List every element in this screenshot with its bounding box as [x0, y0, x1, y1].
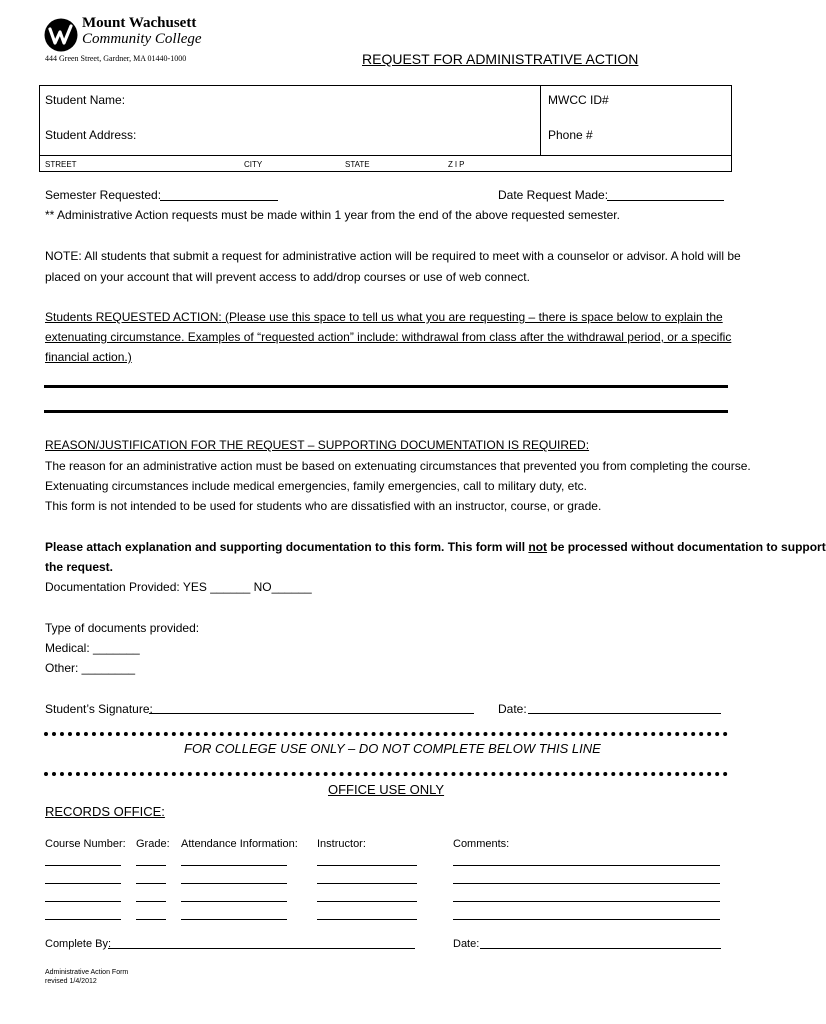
column-course-number: Course Number: — [45, 838, 126, 850]
complete-by-field[interactable] — [108, 948, 415, 949]
form-title: REQUEST FOR ADMINISTRATIVE ACTION — [362, 51, 639, 67]
grade-field[interactable] — [136, 865, 166, 866]
info-box-separator — [39, 155, 732, 156]
footer-form-name: Administrative Action Form — [45, 969, 129, 976]
college-use-banner: FOR COLLEGE USE ONLY – DO NOT COMPLETE BELOW THIS LINE — [184, 741, 601, 756]
attendance-field[interactable] — [181, 919, 287, 920]
attach-not-emphasis: not — [528, 540, 548, 554]
student-info-box — [39, 85, 732, 172]
requested-action-line-3: financial action.) — [45, 350, 132, 364]
college-use-divider-bottom — [44, 772, 728, 776]
college-use-divider-top — [44, 732, 728, 736]
semester-deadline-note: ** Administrative Action requests must be made within 1 year from the end of the above requested semester. — [45, 208, 620, 222]
column-attendance: Attendance Information: — [181, 838, 298, 850]
records-office-heading: RECORDS OFFICE: — [45, 804, 165, 819]
date-request-made-label: Date Request Made: — [498, 188, 609, 202]
semester-requested-field[interactable] — [160, 200, 278, 201]
college-logo-mark — [44, 18, 78, 52]
mwcc-id-label: MWCC ID# — [548, 93, 609, 107]
grade-field[interactable] — [136, 919, 166, 920]
college-name-subtitle: Community College — [82, 31, 202, 47]
column-comments: Comments: — [453, 838, 510, 850]
comments-field[interactable] — [453, 901, 720, 902]
instructor-field[interactable] — [317, 865, 417, 866]
requested-action-input-line-1[interactable] — [44, 385, 728, 388]
course-number-field[interactable] — [45, 901, 121, 902]
reason-line-3: This form is not intended to be used for students who are dissatisfied with an instructor, course, or grade. — [45, 499, 602, 513]
course-number-field[interactable] — [45, 919, 121, 920]
course-number-field[interactable] — [45, 883, 121, 884]
reason-line-1: The reason for an administrative action must be based on extenuating circumstances that prevented you from completing the course. — [45, 459, 751, 473]
attach-documentation-line-2: the request. — [45, 560, 114, 574]
attach-documentation-line-1 — [45, 540, 826, 554]
comments-field[interactable] — [453, 919, 720, 920]
attach-documentation-text: Please attach explanation and supporting documentation to this form. This form will — [45, 540, 529, 554]
zip-label: ZIP — [448, 160, 467, 169]
complete-date-label: Date: — [453, 938, 480, 950]
student-address-label: Student Address: — [45, 128, 137, 142]
instructor-field[interactable] — [317, 883, 417, 884]
info-box-divider — [540, 85, 541, 155]
attendance-field[interactable] — [181, 901, 287, 902]
column-instructor: Instructor: — [317, 838, 366, 850]
comments-field[interactable] — [453, 883, 720, 884]
reason-line-2: Extenuating circumstances include medical emergencies, family emergencies, call to military duty, etc. — [45, 479, 588, 493]
footer-revised: revised 1/4/2012 — [45, 978, 97, 985]
requested-action-line-2: extenuating circumstance. Examples of “requested action” include: withdrawal from class after the withdrawal period, or a specific — [45, 330, 732, 344]
instructor-field[interactable] — [317, 901, 417, 902]
street-label: STREET — [45, 160, 77, 169]
grade-field[interactable] — [136, 883, 166, 884]
office-use-heading: OFFICE USE ONLY — [328, 782, 445, 797]
note-line-1: NOTE: All students that submit a request for administrative action will be required to meet with a counselor or advisor. A hold will be — [45, 249, 741, 263]
complete-date-field[interactable] — [480, 948, 721, 949]
student-signature-field[interactable] — [149, 713, 474, 714]
comments-field[interactable] — [453, 865, 720, 866]
medical-field[interactable]: Medical: _______ — [45, 641, 140, 655]
college-name: Mount Wachusett — [82, 15, 197, 31]
date-request-made-field[interactable] — [607, 200, 724, 201]
student-signature-label: Student’s Signature: — [45, 702, 153, 716]
requested-action-instructions: (Please use this space to tell us what you are requesting – there is space below to explain the — [221, 310, 723, 324]
grade-field[interactable] — [136, 901, 166, 902]
city-label: CITY — [244, 160, 263, 169]
attendance-field[interactable] — [181, 865, 287, 866]
college-address: 444 Green Street, Gardner, MA 01440-1000 — [45, 54, 187, 63]
requested-action-heading: Students REQUESTED ACTION: — [45, 310, 222, 324]
state-label: STATE — [345, 160, 370, 169]
note-line-2: placed on your account that will prevent access to add/drop courses or use of web connect. — [45, 270, 530, 284]
other-field[interactable]: Other: ________ — [45, 661, 136, 675]
signature-date-label: Date: — [498, 702, 527, 716]
column-grade: Grade: — [136, 838, 170, 850]
instructor-field[interactable] — [317, 919, 417, 920]
signature-date-field[interactable] — [528, 713, 721, 714]
requested-action-input-line-2[interactable] — [44, 410, 728, 413]
document-types-label: Type of documents provided: — [45, 621, 200, 635]
attendance-field[interactable] — [181, 883, 287, 884]
semester-requested-label: Semester Requested: — [45, 188, 162, 202]
attach-documentation-text-end: be processed without documentation to support — [547, 540, 826, 554]
documentation-provided[interactable]: Documentation Provided: YES ______ NO______ — [45, 580, 312, 594]
student-name-label: Student Name: — [45, 93, 126, 107]
course-number-field[interactable] — [45, 865, 121, 866]
reason-heading: REASON/JUSTIFICATION FOR THE REQUEST – SUPPORTING DOCUMENTATION IS REQUIRED: — [45, 438, 590, 452]
requested-action-line-1 — [45, 310, 723, 324]
complete-by-label: Complete By: — [45, 938, 112, 950]
phone-label: Phone # — [548, 128, 593, 142]
